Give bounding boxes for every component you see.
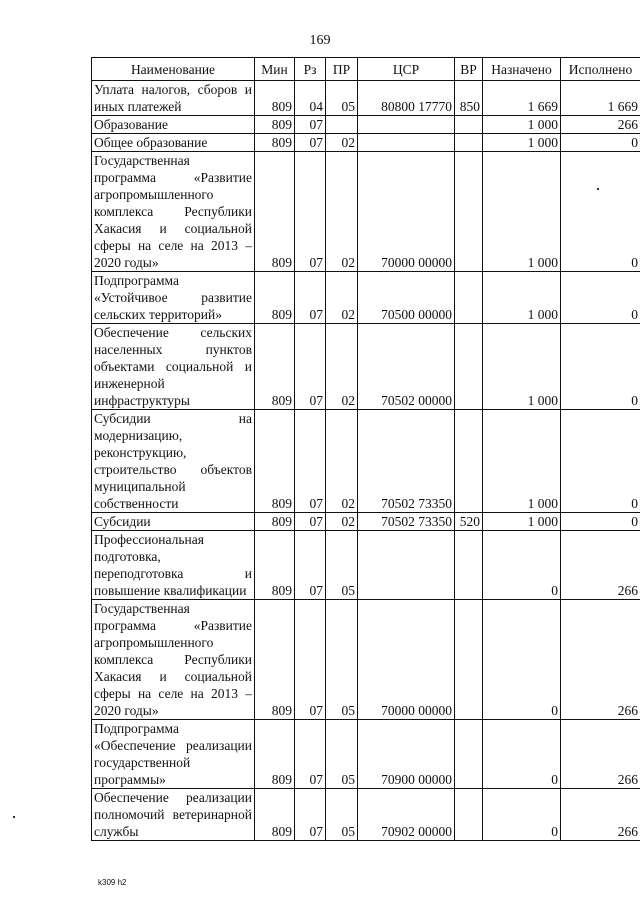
row-min: 809 <box>255 152 295 272</box>
row-executed: 266 <box>561 116 640 134</box>
row-pr: 02 <box>326 410 358 513</box>
row-assigned: 1 000 <box>483 134 561 152</box>
row-vr <box>455 600 483 720</box>
row-assigned: 0 <box>483 531 561 600</box>
header-csr: ЦСР <box>358 58 455 81</box>
row-min: 809 <box>255 81 295 116</box>
row-assigned: 1 000 <box>483 410 561 513</box>
row-rz: 07 <box>295 513 326 531</box>
row-vr: 520 <box>455 513 483 531</box>
row-name: Обеспечение реализации полномочий ветеринарной службы <box>92 789 255 841</box>
row-name: Образование <box>92 116 255 134</box>
table-row <box>92 134 640 152</box>
row-min: 809 <box>255 600 295 720</box>
table-row <box>92 81 640 116</box>
row-pr: 05 <box>326 720 358 789</box>
row-csr <box>358 531 455 600</box>
row-assigned: 1 000 <box>483 324 561 410</box>
row-name: Общее образование <box>92 134 255 152</box>
row-vr <box>455 152 483 272</box>
table-row <box>92 789 640 841</box>
row-name: Уплата налогов, сборов и иных платежей <box>92 81 255 116</box>
row-pr: 02 <box>326 272 358 324</box>
row-rz: 07 <box>295 789 326 841</box>
row-csr: 70500 00000 <box>358 272 455 324</box>
row-csr: 70900 00000 <box>358 720 455 789</box>
row-min: 809 <box>255 134 295 152</box>
row-min: 809 <box>255 513 295 531</box>
row-rz: 07 <box>295 134 326 152</box>
table-header <box>92 58 640 81</box>
row-pr: 05 <box>326 81 358 116</box>
table-row <box>92 720 640 789</box>
row-min: 809 <box>255 720 295 789</box>
row-pr: 02 <box>326 152 358 272</box>
row-executed: 266 <box>561 600 640 720</box>
table-row <box>92 116 640 134</box>
row-rz: 07 <box>295 272 326 324</box>
header-assigned: Назначено <box>483 58 561 81</box>
header-executed: Исполнено <box>561 58 640 81</box>
table-body <box>92 81 640 841</box>
row-min: 809 <box>255 789 295 841</box>
table-row <box>92 531 640 600</box>
row-assigned: 1 000 <box>483 272 561 324</box>
header-row <box>92 58 640 81</box>
header-name: Наименование <box>92 58 255 81</box>
footer-code: k309 h2 <box>98 878 127 887</box>
row-assigned: 1 000 <box>483 513 561 531</box>
row-csr: 70502 00000 <box>358 324 455 410</box>
row-executed: 0 <box>561 410 640 513</box>
row-executed: 266 <box>561 531 640 600</box>
row-min: 809 <box>255 324 295 410</box>
table-row <box>92 600 640 720</box>
row-assigned: 1 000 <box>483 116 561 134</box>
row-pr <box>326 116 358 134</box>
row-assigned: 1 000 <box>483 152 561 272</box>
row-rz: 07 <box>295 720 326 789</box>
row-csr: 80800 17770 <box>358 81 455 116</box>
row-csr: 70000 00000 <box>358 600 455 720</box>
row-vr <box>455 324 483 410</box>
header-pr: ПР <box>326 58 358 81</box>
table-row <box>92 513 640 531</box>
row-vr <box>455 720 483 789</box>
row-vr <box>455 272 483 324</box>
row-rz: 07 <box>295 410 326 513</box>
table-row <box>92 410 640 513</box>
row-executed: 266 <box>561 789 640 841</box>
row-csr <box>358 116 455 134</box>
row-rz: 04 <box>295 81 326 116</box>
row-executed: 1 669 <box>561 81 640 116</box>
row-vr: 850 <box>455 81 483 116</box>
row-pr: 02 <box>326 324 358 410</box>
row-csr: 70902 00000 <box>358 789 455 841</box>
row-vr <box>455 789 483 841</box>
row-rz: 07 <box>295 116 326 134</box>
row-vr <box>455 531 483 600</box>
row-pr: 05 <box>326 531 358 600</box>
row-name: Субсидии на модернизацию, реконструкцию, строительство объектов муниципальной собственности <box>92 410 255 513</box>
row-executed: 0 <box>561 513 640 531</box>
row-vr <box>455 134 483 152</box>
scan-speck <box>13 816 15 818</box>
row-rz: 07 <box>295 152 326 272</box>
row-name: Государственная программа «Развитие агропромышленного комплекса Республики Хакасия и социальной сферы на селе на 2013 – 2020 годы» <box>92 152 255 272</box>
row-name: Государственная программа «Развитие агропромышленного комплекса Республики Хакасия и социальной сферы на селе на 2013 – 2020 годы» <box>92 600 255 720</box>
row-vr <box>455 116 483 134</box>
scan-speck <box>597 188 599 190</box>
header-vr: ВР <box>455 58 483 81</box>
row-pr: 05 <box>326 789 358 841</box>
row-executed: 0 <box>561 272 640 324</box>
row-rz: 07 <box>295 531 326 600</box>
row-rz: 07 <box>295 600 326 720</box>
row-assigned: 0 <box>483 789 561 841</box>
row-assigned: 0 <box>483 720 561 789</box>
row-name: Подпрограмма «Обеспечение реализации государственной программы» <box>92 720 255 789</box>
row-name: Субсидии <box>92 513 255 531</box>
budget-table <box>91 57 640 841</box>
row-executed: 0 <box>561 152 640 272</box>
row-vr <box>455 410 483 513</box>
row-csr: 70502 73350 <box>358 513 455 531</box>
row-csr: 70000 00000 <box>358 152 455 272</box>
header-min: Мин <box>255 58 295 81</box>
row-csr <box>358 134 455 152</box>
row-executed: 266 <box>561 720 640 789</box>
row-min: 809 <box>255 116 295 134</box>
row-csr: 70502 73350 <box>358 410 455 513</box>
row-assigned: 1 669 <box>483 81 561 116</box>
row-min: 809 <box>255 410 295 513</box>
table-row <box>92 152 640 272</box>
header-rz: Рз <box>295 58 326 81</box>
row-pr: 05 <box>326 600 358 720</box>
row-assigned: 0 <box>483 600 561 720</box>
row-name: Обеспечение сельских населенных пунктов объектами социальной и инженерной инфраструктуры <box>92 324 255 410</box>
row-pr: 02 <box>326 134 358 152</box>
row-rz: 07 <box>295 324 326 410</box>
row-executed: 0 <box>561 324 640 410</box>
row-pr: 02 <box>326 513 358 531</box>
table-row <box>92 324 640 410</box>
row-min: 809 <box>255 531 295 600</box>
row-executed: 0 <box>561 134 640 152</box>
page-number: 169 <box>309 33 331 48</box>
table-row <box>92 272 640 324</box>
row-min: 809 <box>255 272 295 324</box>
row-name: Подпрограмма «Устойчивое развитие сельских территорий» <box>92 272 255 324</box>
row-name: Профессиональная подготовка, переподготовка и повышение квалификации <box>92 531 255 600</box>
